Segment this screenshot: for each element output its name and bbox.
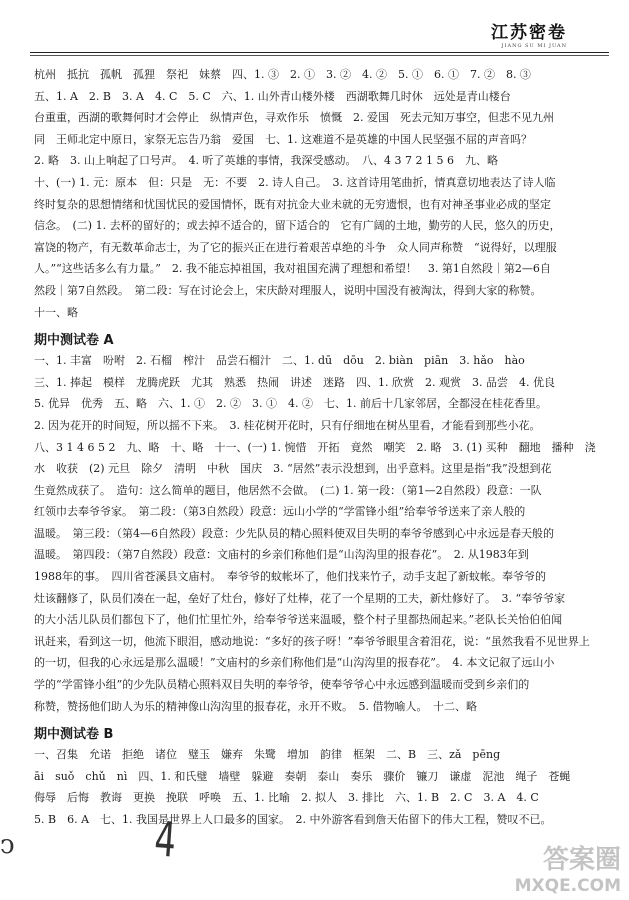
answer-line: 红领巾去奉爷爷家。 第二段：（第3自然段）段意：远山小学的“学雷锋小组”给奉爷爷送来了亲人般的 [34,505,526,519]
brand-title: 江苏密卷 [491,23,567,43]
watermark-en: MXQE.COM [514,876,621,896]
section-title-midterm-a: 期中测试卷 A [34,333,114,349]
answer-content [34,64,600,831]
answer-line: 富饶的物产，有无数革命志士，为了它的振兴正在进行着艰苦卓绝的斗争 众人同声称赞 “说得好，以理服 [34,240,557,254]
answer-line: 学的“学雷锋小组”的少先队员精心照料双目失明的奉爷爷，使奉爷爷心中永远感到温暖而受到乡亲们的 [34,678,530,692]
midterm-b-answers [34,744,600,830]
answer-line: 五、1. A 2. B 3. A 4. C 5. C 六、1. 山外青山楼外楼 西湖歌舞几时休 远处是青山楼台 [34,89,511,103]
answer-line: 终时复杂的思想情绪和忧国忧民的爱国情怀，既有对抗金大业未就的无穷遗恨，也有对神圣事业必成的坚定 [34,197,551,211]
answer-line: āi suǒ chǔ nì 四、1. 和氏璧 墙壁 躲避 奏朝 泰山 奏乐 骤价 镰刀 谦虚 泥池 绳子 苍蝇 [34,769,571,783]
answer-line: 杭州 抵抗 孤帆 孤狸 祭祀 妹蔡 四、1. ③ 2. ① 3. ② 4. ② 5. ① 6. ① 7. ② 8. ③ [34,68,531,81]
answer-line: 温暖。 第四段：（第7自然段）段意：文庙村的乡亲们称他们是“山沟沟里的报春花”。 2. 从1983年到 [34,548,529,562]
answer-line: 一、召集 允诺 拒绝 诸位 璧玉 嫌弃 朱鹭 增加 韵律 框架 二、B 三、zǎ pēng [34,748,501,762]
corner-scribble-icon: ↄ [0,830,15,860]
header-rule [30,52,609,53]
answer-line: 一、1. 丰富 吩咐 2. 石榴 榨汁 品尝石榴汁 二、1. dū dōu 2. biàn piān 3. hǎo hào [34,354,525,368]
previous-answers [34,64,600,323]
answer-line: 十、(一) 1. 元：原本 但：只是 无：不要 2. 诗人自己。 3. 这首诗用笔曲折，情真意切地表达了诗人临 [34,175,556,189]
answer-line: 台重重，西湖的歌舞何时才会停止 纵情声色，寻欢作乐 愤慨 2. 爱国 死去元知万事空，但悲不见九州 [34,111,554,125]
brand-subtitle: JIANG SU MI JUAN [501,43,567,49]
answer-line: 5. 优异 优秀 五、略 六、1. ① 2. ② 3. ① 4. ② 七、1. 前后十几家邻居，全都浸在桂花香里。 [34,397,547,411]
answer-line: 的大小活儿队员们都包下了，他们忙里忙外，给奉爷爷送来温暖，整个村子里都热闹起来。”老队长关怡伯伯闻 [34,613,563,627]
answer-line: 1988年的事。 四川省苍溪县文庙村。 奉爷爷的蚊帐坏了，他们找来竹子，动手支起了新蚊帐。奉爷爷的 [34,570,546,584]
answer-line: 2. 略 3. 山上响起了口号声。 4. 听了英雄的事情，我深受感动。 八、4 3 7 2 1 5 6 九、略 [34,154,498,168]
answer-line: 讯赶来，看到这一切，他流下眼泪，感动地说：“多好的孩子呀！”奉爷爷眼里含着泪花，说：“虽然我看不见世界上 [34,634,590,648]
answer-line: 5. B 6. A 七、1. 我国是世界上人口最多的国家。 2. 中外游客看到詹天佑留下的伟大工程，赞叹不已。 [34,813,552,826]
answer-line: 信念。 (二) 1. 去杯的留好的；或去掉不适合的，留下适合的 它有广阔的土地，勤劳的人民，悠久的历史， [34,219,561,233]
answer-line: 温暖。 第三段：（第4—6自然段）段意：少先队员的精心照料使双目失明的奉爷爷感到心中永远是春天般的 [34,526,554,540]
watermark [515,839,621,896]
answer-line: 然段｜第7自然段。 第二段：写在讨论会上，宋庆龄对理服人，说明中国没有被淘汰，得到大家的称赞。 [34,283,542,297]
answer-line: 人。”“这些话多么有力量。” 2. 我不能忘掉祖国，我对祖国充满了理想和希望！ 3. 第1自然段｜第2—6自 [34,262,551,276]
header-rule-thin [30,55,609,56]
handwritten-page-number: 4 [152,811,178,869]
watermark-cn: 答案圈 [542,845,621,875]
answer-line: 侮辱 后悔 教诲 更换 挽联 呼唤 五、1. 比喻 2. 拟人 3. 排比 六、1. B 2. C 3. A 4. C [34,791,539,805]
answer-line: 2. 因为花开的时间短，所以摇不下来。 3. 桂花树开花时，只有仔细地在树丛里看，才能看到那些小花。 [34,418,541,432]
section-title-midterm-b: 期中测试卷 B [34,727,114,743]
answer-line: 八、3 1 4 6 5 2 九、略 十、略 十一、(一) 1. 惋惜 开拓 竟然 嘲笑 2. 略 3. (1) 买种 翻地 播种 浇 [34,440,596,454]
answer-line: 称赞，赞扬他们助人为乐的精神像山沟沟里的报春花，永开不败。 5. 借物喻人。 十二、略 [34,699,477,713]
answer-line: 的一切，但我的心永远是那么温暖！”文庙村的乡亲们称他们是“山沟沟里的报春花”。 4. 本文记叙了远山小 [34,656,555,670]
header-brand [491,18,567,49]
answer-line: 三、1. 捧起 模样 龙腾虎跃 尤其 熟悉 热闹 讲述 迷路 四、1. 欣赏 2. 观赏 3. 品尝 4. 优良 [34,375,555,389]
answer-line: 同 王师北定中原日，家祭无忘告乃翁 爱国 七、1. 这难道不是英雄的中国人民坚强不屈的声音吗？ [34,132,532,146]
answer-line: 水 收获 (2) 元旦 除夕 清明 中秋 国庆 3. “居然”表示没想到，出乎意料。这里是指“我”没想到花 [34,462,552,476]
answer-line: 十一、略 [34,305,78,319]
answer-line: 生竟然成获了。 造句：这么简单的题目，他居然不会做。 (二) 1. 第一段：（第1—2自然段）段意：一队 [34,483,542,497]
midterm-a-answers [34,350,600,717]
answer-line: 灶该翻修了，队员们凑在一起，垒好了灶台，修好了灶棒，花了一个星期的工夫，新灶修好了。 3. “奉爷爷家 [34,591,566,605]
